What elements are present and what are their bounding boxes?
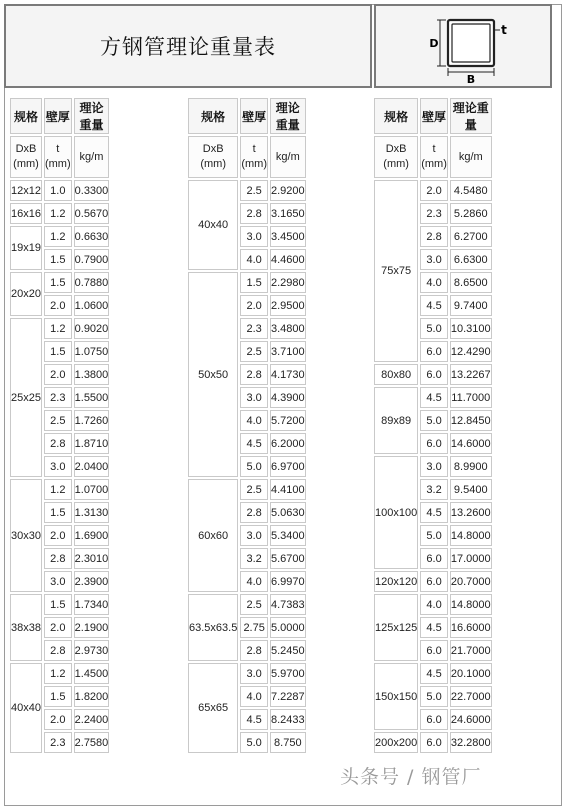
unit-thickness-line2: (mm) <box>421 158 447 170</box>
unit-thickness-line1: t <box>432 143 436 155</box>
weight-cell: 20.1000 <box>450 663 492 684</box>
thickness-cell: 2.8 <box>240 640 268 661</box>
unit-weight: kg/m <box>74 136 110 178</box>
weight-cell: 6.9700 <box>270 456 306 477</box>
weight-table-3 <box>372 96 494 755</box>
weight-cell: 1.5500 <box>74 387 110 408</box>
thickness-cell: 3.0 <box>240 525 268 546</box>
table-row <box>188 479 306 500</box>
size-cell: 100x100 <box>374 456 418 569</box>
header-thickness: 壁厚 <box>44 98 72 134</box>
thickness-cell: 6.0 <box>420 709 448 730</box>
weight-cell: 4.4600 <box>270 249 306 270</box>
thickness-cell: 2.3 <box>240 318 268 339</box>
weight-cell: 2.2980 <box>270 272 306 293</box>
header-row <box>374 98 492 134</box>
thickness-cell: 2.5 <box>44 410 72 431</box>
header-weight: 理论重量 <box>74 98 110 134</box>
thickness-cell: 2.0 <box>44 295 72 316</box>
thickness-cell: 1.2 <box>44 479 72 500</box>
weight-cell: 20.7000 <box>450 571 492 592</box>
watermark: 头条号 / 钢管厂 <box>340 766 482 788</box>
title-box <box>4 4 372 88</box>
weight-cell: 0.6630 <box>74 226 110 247</box>
unit-weight: kg/m <box>450 136 492 178</box>
table-row <box>374 594 492 615</box>
thickness-cell: 3.0 <box>44 456 72 477</box>
unit-thickness-line1: t <box>252 143 256 155</box>
weight-cell: 5.0000 <box>270 617 306 638</box>
unit-weight: kg/m <box>270 136 306 178</box>
thickness-cell: 3.0 <box>240 387 268 408</box>
weight-cell: 13.2600 <box>450 502 492 523</box>
square-tube-diagram <box>374 4 552 88</box>
weight-table-1 <box>8 96 111 755</box>
weight-cell: 16.6000 <box>450 617 492 638</box>
weight-cell: 2.9500 <box>270 295 306 316</box>
table-row <box>374 663 492 684</box>
thickness-cell: 4.5 <box>420 387 448 408</box>
size-cell: 50x50 <box>188 272 238 477</box>
weight-cell: 2.2400 <box>74 709 110 730</box>
thickness-cell: 2.8 <box>240 502 268 523</box>
table-row <box>10 479 109 500</box>
unit-thickness-line1: t <box>56 143 60 155</box>
weight-cell: 6.9970 <box>270 571 306 592</box>
weight-cell: 0.5670 <box>74 203 110 224</box>
header-weight: 理论重量 <box>270 98 306 134</box>
thickness-cell: 2.0 <box>44 709 72 730</box>
diagram-label-b: B <box>466 73 476 86</box>
thickness-cell: 2.0 <box>240 295 268 316</box>
thickness-cell: 2.8 <box>44 548 72 569</box>
weight-cell: 0.7900 <box>74 249 110 270</box>
thickness-cell: 1.5 <box>44 686 72 707</box>
page-title: 方钢管理论重量表 <box>100 35 276 59</box>
table-row <box>10 663 109 684</box>
table-row <box>374 571 492 592</box>
thickness-cell: 6.0 <box>420 341 448 362</box>
unit-thickness-line2: (mm) <box>44 158 71 170</box>
weight-cell: 6.2700 <box>450 226 492 247</box>
thickness-cell: 1.0 <box>44 180 72 201</box>
thickness-cell: 2.0 <box>420 180 448 201</box>
size-cell: 63.5x63.5 <box>188 594 238 661</box>
table-row <box>188 663 306 684</box>
size-cell: 38x38 <box>10 594 42 661</box>
thickness-cell: 4.5 <box>420 295 448 316</box>
size-cell: 125x125 <box>374 594 418 661</box>
table-row <box>374 364 492 385</box>
thickness-cell: 1.5 <box>240 272 268 293</box>
unit-spec-line1: DxB <box>202 143 224 155</box>
thickness-cell: 1.2 <box>44 663 72 684</box>
weight-cell: 1.7260 <box>74 410 110 431</box>
table-row <box>188 272 306 293</box>
table-row <box>374 180 492 201</box>
weight-cell: 1.3800 <box>74 364 110 385</box>
weight-cell: 10.3100 <box>450 318 492 339</box>
weight-cell: 5.9700 <box>270 663 306 684</box>
table-row <box>374 387 492 408</box>
weight-cell: 1.7340 <box>74 594 110 615</box>
thickness-cell: 6.0 <box>420 433 448 454</box>
size-cell: 19x19 <box>10 226 42 270</box>
table-row <box>374 456 492 477</box>
thickness-cell: 3.0 <box>240 663 268 684</box>
table-row <box>188 594 306 615</box>
unit-spec-line1: DxB <box>15 143 37 155</box>
thickness-cell: 2.8 <box>240 364 268 385</box>
weight-cell: 5.2860 <box>450 203 492 224</box>
table-row <box>10 594 109 615</box>
weight-cell: 1.8200 <box>74 686 110 707</box>
weight-cell: 2.3010 <box>74 548 110 569</box>
unit-spec-line2: (mm) <box>383 158 409 170</box>
thickness-cell: 5.0 <box>240 456 268 477</box>
weight-cell: 2.7580 <box>74 732 110 753</box>
weight-cell: 32.2800 <box>450 732 492 753</box>
weight-cell: 1.6900 <box>74 525 110 546</box>
size-cell: 16x16 <box>10 203 42 224</box>
thickness-cell: 1.5 <box>44 594 72 615</box>
weight-cell: 1.8710 <box>74 433 110 454</box>
size-cell: 60x60 <box>188 479 238 592</box>
thickness-cell: 3.2 <box>240 548 268 569</box>
thickness-cell: 2.0 <box>44 525 72 546</box>
thickness-cell: 4.0 <box>240 410 268 431</box>
header-spec: 规格 <box>374 98 418 134</box>
weight-cell: 9.7400 <box>450 295 492 316</box>
size-cell: 200x200 <box>374 732 418 753</box>
thickness-cell: 1.5 <box>44 502 72 523</box>
weight-cell: 5.3400 <box>270 525 306 546</box>
table-row <box>374 732 492 753</box>
weight-cell: 4.3900 <box>270 387 306 408</box>
thickness-cell: 4.5 <box>240 433 268 454</box>
weight-cell: 2.0400 <box>74 456 110 477</box>
size-cell: 80x80 <box>374 364 418 385</box>
weight-cell: 1.3130 <box>74 502 110 523</box>
weight-cell: 17.0000 <box>450 548 492 569</box>
thickness-cell: 1.2 <box>44 203 72 224</box>
thickness-cell: 3.0 <box>420 249 448 270</box>
weight-cell: 0.3300 <box>74 180 110 201</box>
unit-spec-line1: DxB <box>385 143 407 155</box>
thickness-cell: 3.0 <box>420 456 448 477</box>
thickness-cell: 6.0 <box>420 640 448 661</box>
diagram-label-t: t <box>501 23 507 37</box>
thickness-cell: 5.0 <box>420 318 448 339</box>
size-cell: 120x120 <box>374 571 418 592</box>
weight-cell: 4.1730 <box>270 364 306 385</box>
size-cell: 25x25 <box>10 318 42 477</box>
weight-cell: 1.4500 <box>74 663 110 684</box>
thickness-cell: 4.0 <box>240 249 268 270</box>
weight-cell: 8.2433 <box>270 709 306 730</box>
size-cell: 40x40 <box>188 180 238 270</box>
weight-cell: 8.9900 <box>450 456 492 477</box>
weight-cell: 2.9200 <box>270 180 306 201</box>
thickness-cell: 3.2 <box>420 479 448 500</box>
weight-cell: 9.5400 <box>450 479 492 500</box>
weight-cell: 5.2450 <box>270 640 306 661</box>
header <box>4 4 552 90</box>
table-row <box>10 203 109 224</box>
unit-spec <box>374 136 418 178</box>
unit-row <box>188 136 306 178</box>
size-cell: 30x30 <box>10 479 42 592</box>
thickness-cell: 1.5 <box>44 272 72 293</box>
header-row <box>10 98 109 134</box>
thickness-cell: 4.5 <box>420 663 448 684</box>
header-row <box>188 98 306 134</box>
size-cell: 40x40 <box>10 663 42 753</box>
unit-row <box>374 136 492 178</box>
weight-cell: 3.1650 <box>270 203 306 224</box>
thickness-cell: 5.0 <box>420 525 448 546</box>
thickness-cell: 6.0 <box>420 364 448 385</box>
thickness-cell: 6.0 <box>420 571 448 592</box>
weight-cell: 12.4290 <box>450 341 492 362</box>
table-row <box>10 226 109 247</box>
weight-cell: 6.2000 <box>270 433 306 454</box>
thickness-cell: 6.0 <box>420 732 448 753</box>
weight-cell: 12.8450 <box>450 410 492 431</box>
header-spec: 规格 <box>188 98 238 134</box>
thickness-cell: 2.75 <box>240 617 268 638</box>
table-row <box>188 180 306 201</box>
thickness-cell: 2.8 <box>420 226 448 247</box>
weight-cell: 8.750 <box>270 732 306 753</box>
weight-cell: 7.2287 <box>270 686 306 707</box>
thickness-cell: 4.5 <box>420 502 448 523</box>
weight-cell: 14.8000 <box>450 594 492 615</box>
thickness-cell: 1.5 <box>44 249 72 270</box>
thickness-cell: 6.0 <box>420 548 448 569</box>
thickness-cell: 4.0 <box>240 571 268 592</box>
header-thickness: 壁厚 <box>420 98 448 134</box>
weight-cell: 0.7880 <box>74 272 110 293</box>
weight-cell: 14.8000 <box>450 525 492 546</box>
size-cell: 150x150 <box>374 663 418 730</box>
thickness-cell: 1.2 <box>44 226 72 247</box>
weight-cell: 3.4800 <box>270 318 306 339</box>
weight-cell: 22.7000 <box>450 686 492 707</box>
unit-thickness <box>44 136 72 178</box>
size-cell: 65x65 <box>188 663 238 753</box>
thickness-cell: 5.0 <box>420 686 448 707</box>
table-row <box>10 318 109 339</box>
thickness-cell: 4.5 <box>420 617 448 638</box>
thickness-cell: 1.5 <box>44 341 72 362</box>
unit-spec <box>188 136 238 178</box>
size-cell: 89x89 <box>374 387 418 454</box>
weight-cell: 6.6300 <box>450 249 492 270</box>
thickness-cell: 5.0 <box>420 410 448 431</box>
thickness-cell: 2.3 <box>420 203 448 224</box>
weight-cell: 11.7000 <box>450 387 492 408</box>
size-cell: 20x20 <box>10 272 42 316</box>
weight-table-2 <box>186 96 308 755</box>
header-weight: 理论重量 <box>450 98 492 134</box>
unit-thickness-line2: (mm) <box>241 158 267 170</box>
weight-cell: 1.0750 <box>74 341 110 362</box>
weight-cell: 21.7000 <box>450 640 492 661</box>
weight-cell: 4.4100 <box>270 479 306 500</box>
unit-thickness <box>420 136 448 178</box>
thickness-cell: 2.5 <box>240 479 268 500</box>
unit-row <box>10 136 109 178</box>
thickness-cell: 2.8 <box>44 433 72 454</box>
weight-cell: 1.0700 <box>74 479 110 500</box>
diagram-label-d: D <box>429 37 439 50</box>
weight-cell: 2.3900 <box>74 571 110 592</box>
weight-cell: 24.6000 <box>450 709 492 730</box>
unit-spec-line2: (mm) <box>200 158 226 170</box>
weight-cell: 0.9020 <box>74 318 110 339</box>
size-cell: 12x12 <box>10 180 42 201</box>
square-tube-cross-section-icon <box>376 6 550 86</box>
thickness-cell: 2.0 <box>44 364 72 385</box>
weight-cell: 1.0600 <box>74 295 110 316</box>
weight-cell: 2.9730 <box>74 640 110 661</box>
thickness-cell: 4.5 <box>240 709 268 730</box>
weight-cell: 5.0630 <box>270 502 306 523</box>
weight-cell: 2.1900 <box>74 617 110 638</box>
thickness-cell: 1.2 <box>44 318 72 339</box>
table-row <box>10 180 109 201</box>
header-thickness: 壁厚 <box>240 98 268 134</box>
unit-spec <box>10 136 42 178</box>
thickness-cell: 3.0 <box>44 571 72 592</box>
weight-cell: 5.7200 <box>270 410 306 431</box>
thickness-cell: 2.3 <box>44 732 72 753</box>
weight-cell: 13.2267 <box>450 364 492 385</box>
thickness-cell: 2.5 <box>240 594 268 615</box>
thickness-cell: 2.8 <box>44 640 72 661</box>
weight-cell: 5.6700 <box>270 548 306 569</box>
weight-cell: 4.5480 <box>450 180 492 201</box>
thickness-cell: 2.0 <box>44 617 72 638</box>
unit-spec-line2: (mm) <box>13 158 39 170</box>
weight-cell: 14.6000 <box>450 433 492 454</box>
size-cell: 75x75 <box>374 180 418 362</box>
thickness-cell: 2.5 <box>240 341 268 362</box>
thickness-cell: 4.0 <box>240 686 268 707</box>
weight-cell: 8.6500 <box>450 272 492 293</box>
thickness-cell: 2.3 <box>44 387 72 408</box>
thickness-cell: 2.8 <box>240 203 268 224</box>
unit-thickness <box>240 136 268 178</box>
thickness-cell: 4.0 <box>420 594 448 615</box>
weight-cell: 3.4500 <box>270 226 306 247</box>
thickness-cell: 3.0 <box>240 226 268 247</box>
thickness-cell: 2.5 <box>240 180 268 201</box>
header-spec: 规格 <box>10 98 42 134</box>
thickness-cell: 5.0 <box>240 732 268 753</box>
weight-cell: 3.7100 <box>270 341 306 362</box>
weight-cell: 4.7383 <box>270 594 306 615</box>
table-row <box>10 272 109 293</box>
thickness-cell: 4.0 <box>420 272 448 293</box>
